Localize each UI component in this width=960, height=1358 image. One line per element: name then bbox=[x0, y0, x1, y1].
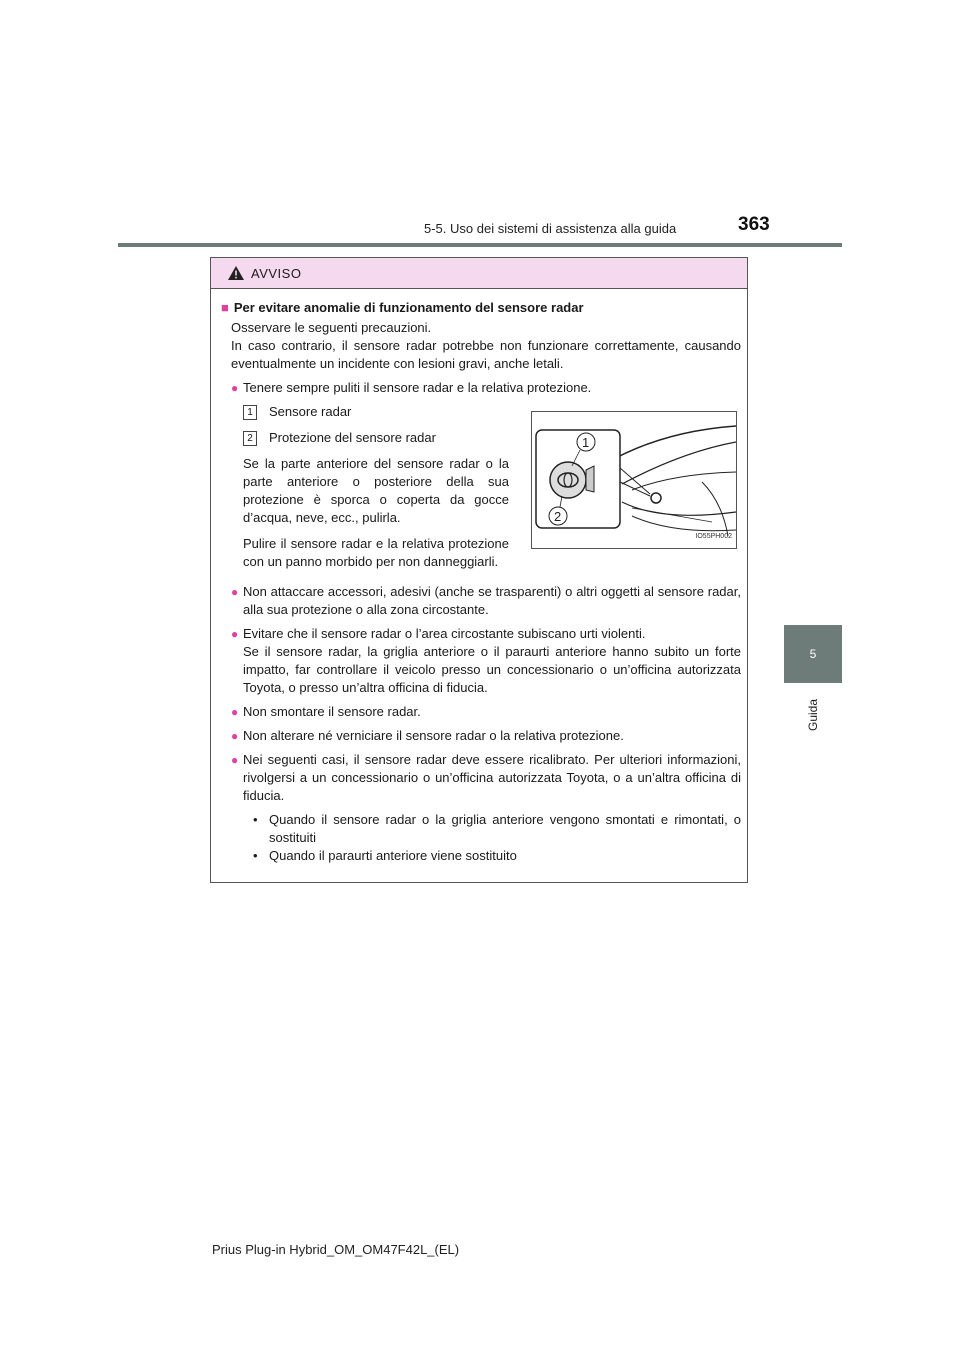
bullet-item bbox=[231, 625, 741, 697]
figure-code: IO55PH002 bbox=[695, 533, 732, 540]
warning-heading-text: Per evitare anomalie di funzionamento del sensore radar bbox=[233, 300, 584, 315]
warning-content bbox=[211, 289, 747, 865]
bullet-text: Nei seguenti casi, il sensore radar deve essere ricalibrato. Per ulteriori informazioni, rivolgersi a un concessionario o un’officina autorizzata Toyota, o a un’altra officina di fiducia. bbox=[243, 752, 741, 803]
bullet-dot-icon: ● bbox=[231, 705, 239, 719]
bullet-dot-icon: ● bbox=[231, 585, 239, 599]
legend-label: Protezione del sensore radar bbox=[269, 430, 436, 445]
sub-list bbox=[253, 811, 741, 865]
legend-number: 1 bbox=[243, 405, 257, 420]
bullet-item bbox=[231, 379, 741, 397]
warning-title: AVVISO bbox=[251, 265, 302, 281]
intro-paragraph bbox=[231, 319, 741, 373]
bullet-text: Non attaccare accessori, adesivi (anche se trasparenti) o altri oggetti al sensore radar, alla sua protezione o alla zona circostante. bbox=[243, 584, 741, 617]
legend-number: 2 bbox=[243, 431, 257, 446]
svg-text:1: 1 bbox=[582, 435, 590, 450]
legend-item bbox=[243, 403, 509, 421]
bullet-text: Non alterare né verniciare il sensore radar o la relativa protezione. bbox=[243, 728, 624, 743]
sub-list-item bbox=[253, 847, 741, 865]
warning-header bbox=[211, 258, 747, 289]
bullet-line: Evitare che il sensore radar o l’area circostante subiscano urti violenti. bbox=[243, 626, 646, 641]
warning-heading bbox=[221, 299, 741, 317]
footer-model: Prius Plug-in Hybrid_OM_OM47F42L_(EL) bbox=[212, 1242, 460, 1257]
sub-list-text: Quando il paraurti anteriore viene sostituito bbox=[269, 848, 517, 863]
page-number: 363 bbox=[738, 214, 770, 235]
sub-bullet-icon: • bbox=[253, 812, 258, 827]
legend-item bbox=[243, 429, 509, 447]
bullet-dot-icon: ● bbox=[231, 627, 239, 641]
svg-text:2: 2 bbox=[554, 509, 562, 524]
sub-list-text: Quando il sensore radar o la griglia anteriore vengono smontati e rimontati, o sostituiti bbox=[269, 812, 741, 845]
bullet-item bbox=[231, 703, 741, 721]
legend-label: Sensore radar bbox=[269, 404, 352, 419]
sub-bullet-icon: • bbox=[253, 848, 258, 863]
bullet-item bbox=[231, 727, 741, 745]
bullet-item bbox=[231, 751, 741, 805]
figure-paragraph: Se la parte anteriore del sensore radar o la parte anteriore o posteriore della sua protezione è sporca o coperta da gocce d’acqua, neve, ecc., pulirla. bbox=[243, 456, 509, 525]
bullet-text bbox=[243, 625, 741, 697]
bullet-text: Non smontare il sensore radar. bbox=[243, 704, 421, 719]
bullet-dot-icon: ● bbox=[231, 729, 239, 743]
chapter-label: Guida bbox=[806, 698, 820, 732]
warning-box bbox=[210, 257, 748, 883]
bullet-dot-icon: ● bbox=[231, 381, 239, 395]
warning-triangle-icon bbox=[227, 265, 245, 281]
intro-line-2: In caso contrario, il sensore radar potrebbe non funzionare correttamente, causando eventualmente un incidente con lesioni gravi, anche letali. bbox=[231, 338, 741, 371]
header-rule bbox=[118, 243, 842, 247]
chapter-number: 5 bbox=[809, 647, 817, 661]
figure-paragraph: Pulire il sensore radar e la relativa protezione con un panno morbido per non danneggiarli. bbox=[243, 536, 509, 569]
bullet-line: Se il sensore radar, la griglia anteriore o il paraurti anteriore hanno subito un forte impatto, far controllare il veicolo presso un concessionario o un’officina autorizzata Toyota, o presso un’altra officina di fiducia. bbox=[243, 644, 741, 695]
intro-line-1: Osservare le seguenti precauzioni. bbox=[231, 320, 432, 335]
radar-sensor-figure bbox=[531, 411, 737, 549]
bullet-item bbox=[231, 583, 741, 619]
bullet-text: Tenere sempre puliti il sensore radar e la relativa protezione. bbox=[243, 380, 592, 395]
section-title: 5-5. Uso dei sistemi di assistenza alla guida bbox=[424, 221, 677, 236]
figure-text-column bbox=[243, 403, 509, 579]
figure-row bbox=[243, 403, 741, 579]
sub-list-item bbox=[253, 811, 741, 847]
bullet-dot-icon: ● bbox=[231, 753, 239, 767]
chapter-tab bbox=[784, 625, 842, 683]
square-bullet-icon: ■ bbox=[221, 300, 229, 315]
